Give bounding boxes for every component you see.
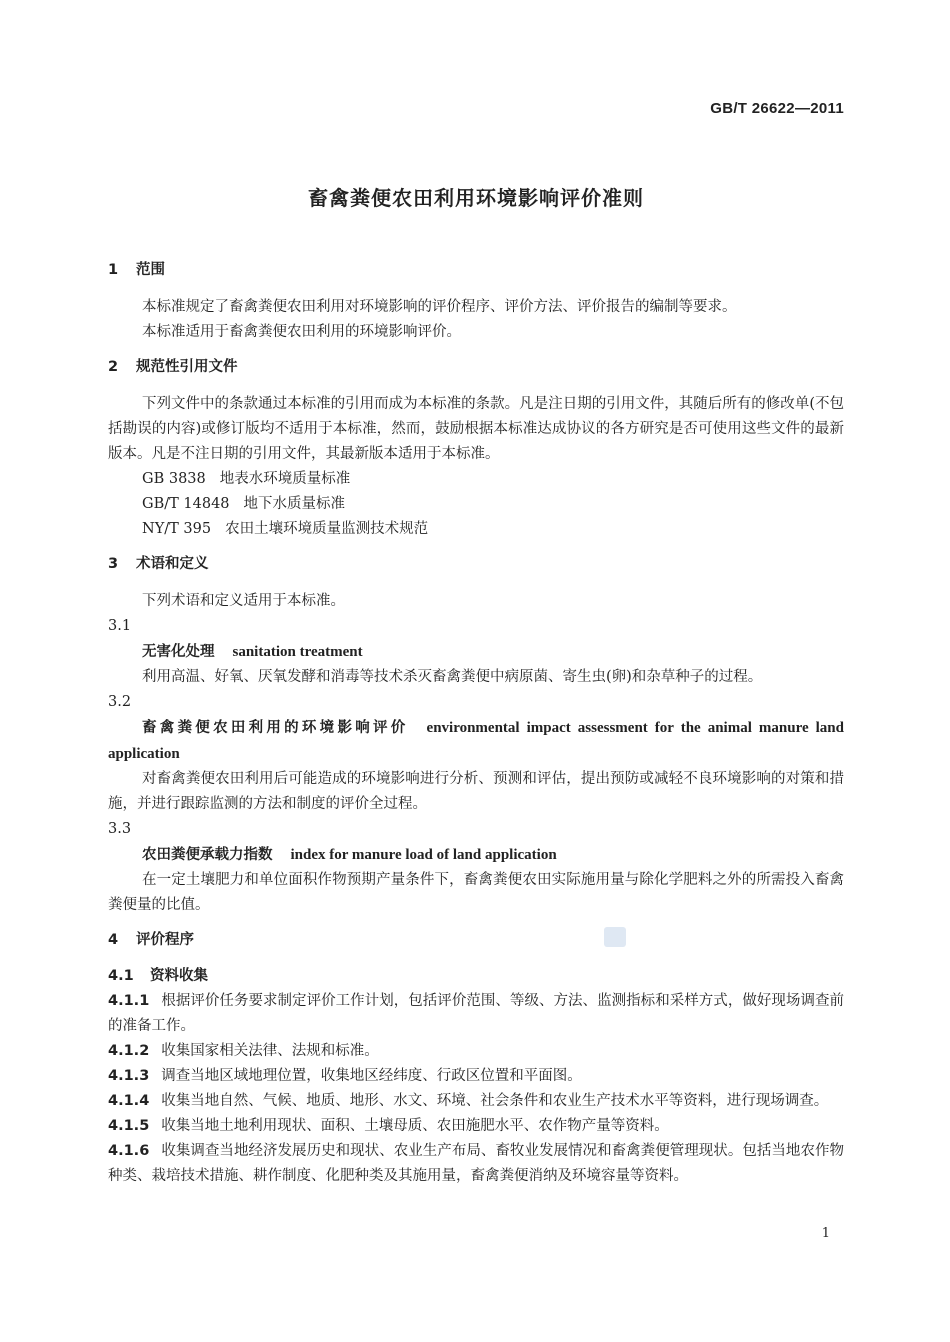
clause-item: 4.1.5 收集当地土地利用现状、面积、土壤母质、农田施肥水平、农作物产量等资料。 <box>108 1118 669 1134</box>
clause-item: 4.1.1 根据评价任务要求制定评价工作计划，包括评价范围、等级、方法、监测指标和采样方式，做好现场调查前的准备工作。 <box>108 993 844 1034</box>
term-number: 3.1 <box>108 618 132 634</box>
term-name: 畜禽粪便农田利用的环境影响评价 environmental impact assessment for the animal manure land application <box>108 720 844 762</box>
document-title: 畜禽粪便农田利用环境影响评价准则 <box>308 186 644 210</box>
normative-reference: GB 3838 地表水环境质量标准 <box>142 471 351 487</box>
term-definition: 利用高温、好氧、厌氧发酵和消毒等技术杀灭畜禽粪便中病原菌、寄生虫(卵)和杂草种子的过程。 <box>142 669 763 685</box>
paragraph: 本标准规定了畜禽粪便农田利用对环境影响的评价程序、评价方法、评价报告的编制等要求。 <box>142 299 737 315</box>
term-definition: 对畜禽粪便农田利用后可能造成的环境影响进行分析、预测和评估，提出预防或减轻不良环境影响的对策和措施，并进行跟踪监测的方法和制度的评价全过程。 <box>108 771 844 812</box>
paragraph: 下列文件中的条款通过本标准的引用而成为本标准的条款。凡是注日期的引用文件，其随后所有的修改单(不包括勘误的内容)或修订版均不适用于本标准，然而，鼓励根据本标准达成协议的各方研究是否可使用这些文件的最新版本。凡是不注日期的引用文件，其最新版本适用于本标准。 <box>108 396 844 462</box>
clause-item: 4.1.6 收集调查当地经济发展历史和现状、农业生产布局、畜牧业发展情况和畜禽粪便管理现状。包括当地农作物种类、栽培技术措施、耕作制度、化肥种类及其施用量，畜禽粪便消纳及环境容量等资料。 <box>108 1143 844 1184</box>
subsection-heading: 4.1 资料收集 <box>108 968 208 984</box>
section-heading: 4 评价程序 <box>108 932 194 948</box>
clause-item: 4.1.3 调查当地区域地理位置，收集地区经纬度、行政区位置和平面图。 <box>108 1068 582 1084</box>
clause-item: 4.1.2 收集国家相关法律、法规和标准。 <box>108 1043 379 1059</box>
term-definition: 在一定土壤肥力和单位面积作物预期产量条件下，畜禽粪便农田实际施用量与除化学肥料之外的所需投入畜禽粪便量的比值。 <box>108 872 844 913</box>
normative-reference: NY/T 395 农田土壤环境质量监测技术规范 <box>142 521 429 537</box>
document-body <box>108 258 844 1189</box>
paragraph: 下列术语和定义适用于本标准。 <box>142 593 345 609</box>
document-page <box>108 0 844 1342</box>
term-name: 农田粪便承载力指数 index for manure load of land application <box>142 847 557 863</box>
paragraph: 本标准适用于畜禽粪便农田利用的环境影响评价。 <box>142 324 461 340</box>
section-heading: 3 术语和定义 <box>108 556 209 572</box>
normative-reference: GB/T 14848 地下水质量标准 <box>142 496 346 512</box>
page-number: 1 <box>821 1226 830 1241</box>
standard-code: GB/T 26622—2011 <box>710 100 844 117</box>
term-number: 3.3 <box>108 821 132 837</box>
section-heading: 1 范围 <box>108 262 165 278</box>
term-number: 3.2 <box>108 694 132 710</box>
term-name: 无害化处理 sanitation treatment <box>142 644 363 660</box>
section-heading: 2 规范性引用文件 <box>108 359 238 375</box>
clause-item: 4.1.4 收集当地自然、气候、地质、地形、水文、环境、社会条件和农业生产技术水平等资料，进行现场调查。 <box>108 1093 829 1109</box>
